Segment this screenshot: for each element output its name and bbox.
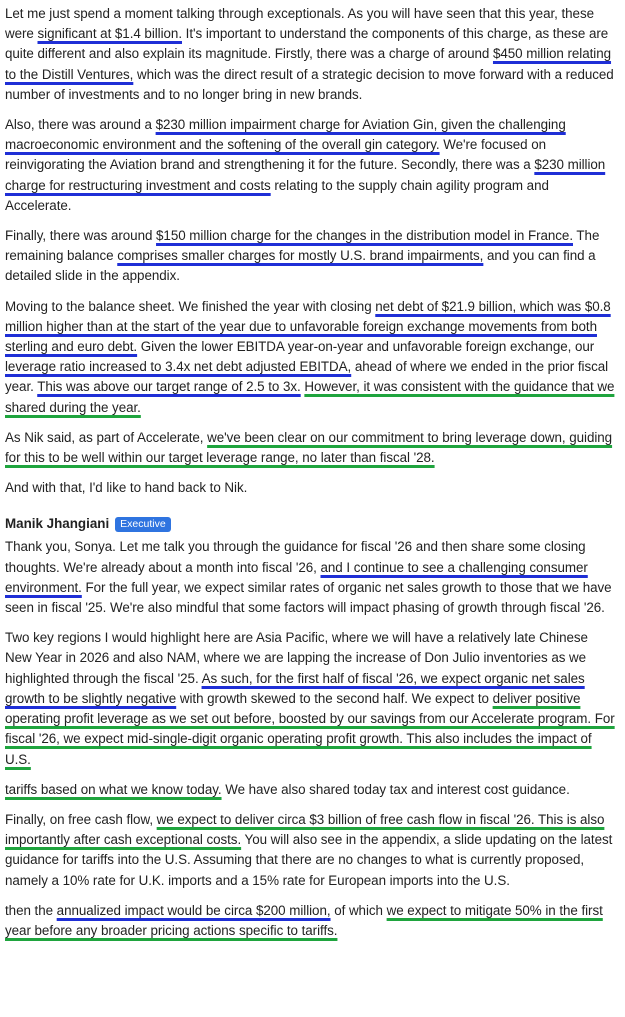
text-run: For the full year, we expect similar rates of organic net sales growth to those that we have seen in fiscal '25. We're also mindful that some factors will impact phasing of growth through fiscal '26.	[5, 579, 612, 616]
green-underline-highlight: we expect to mitigate 50% in the first year before any broader pricing actions specific to tariffs.	[5, 902, 603, 938]
green-underline-highlight: tariffs based on what we know today.	[5, 781, 222, 797]
text-run: relating to the supply chain agility program and Accelerate.	[5, 177, 549, 213]
blue-underline-highlight: $230 million charge for restructuring investment and costs	[5, 157, 606, 193]
text-run: And with that, I'd like to hand back to Nik.	[5, 480, 248, 496]
text-run: It's important to understand the components of this charge, as these are quite different and also explain its magnitude. Firstly, there was a charge of around	[5, 26, 609, 62]
text-run: Given the lower EBITDA year-on-year and unfavorable foreign exchange, our	[137, 339, 595, 355]
paragraph	[5, 780, 617, 800]
blue-underline-highlight: comprises smaller charges for mostly U.S. brand impairments,	[117, 248, 484, 264]
blue-underline-highlight: $230 million impairment charge for Aviation Gin, given the challenging macroeconomic environment and the softening of the overall gin category.	[5, 117, 566, 153]
text-run: ahead of where we ended in the prior fiscal year.	[5, 359, 609, 395]
speaker-name: Manik Jhangiani	[5, 516, 110, 532]
transcript-block-ceo	[5, 537, 617, 941]
speaker-header	[5, 514, 617, 534]
blue-underline-highlight: leverage ratio increased to 3.4x net debt adjusted EBITDA,	[5, 359, 352, 375]
text-run: which was the direct result of a strategic decision to move forward with a reduced number of investments and to no longer bring in new brands.	[5, 66, 614, 102]
text-run: Let me just spend a moment talking through exceptionals. As you will have seen that this year, these were	[5, 6, 594, 42]
green-underline-highlight: However, it was consistent with the guidance that we shared during the year.	[5, 379, 615, 415]
text-run: Thank you, Sonya. Let me talk you through the guidance for fiscal '26 and then share some closing thoughts. We're already about a month into fiscal '26,	[5, 539, 586, 575]
text-run: and you can find a detailed slide in the appendix.	[5, 248, 596, 284]
text-run: Finally, there was around	[5, 228, 157, 244]
green-underline-highlight: we expect to deliver circa $3 billion of free cash flow in fiscal '26. This is also importantly after cash exceptional costs.	[5, 811, 605, 848]
text-run: We have also shared today tax and interest cost guidance.	[221, 781, 570, 797]
paragraph	[5, 810, 617, 891]
text-run: with growth skewed to the second half. We expect to	[176, 690, 493, 706]
paragraph	[5, 901, 617, 941]
transcript	[5, 4, 617, 951]
paragraph	[5, 628, 617, 769]
green-underline-highlight: we've been clear on our commitment to bring leverage down, guiding for this to be well within our target leverage range, no later than fiscal '28.	[5, 429, 613, 466]
text-run: The remaining balance	[5, 228, 600, 264]
paragraph	[5, 478, 617, 498]
blue-underline-highlight: $150 million charge for the changes in the distribution model in France.	[156, 228, 573, 244]
blue-underline-highlight: and I continue to see a challenging consumer environment.	[5, 559, 588, 595]
text-run: As Nik said, as part of Accelerate,	[5, 429, 208, 445]
text-run: Also, there was around a	[5, 117, 156, 133]
text-run: of which	[330, 902, 387, 918]
text-run: Finally, on free cash flow,	[5, 811, 157, 827]
transcript-block-cfo	[5, 4, 617, 498]
text-run: You will also see in the appendix, a slide updating on the latest guidance for tariffs into the U.S. Assuming that there are no changes to what is currently proposed, namely a 10% rate for U.K. imports and a 15% rate for European imports into the U.S.	[5, 832, 613, 888]
blue-underline-highlight: net debt of $21.9 billion, which was $0.8 million higher than at the start of the year due to unfavorable foreign exchange movements from both sterling and euro debt.	[5, 298, 611, 355]
blue-underline-highlight: significant at $1.4 billion.	[37, 26, 182, 42]
blue-underline-highlight: annualized impact would be circa $200 million,	[56, 902, 331, 918]
text-run: We're focused on reinvigorating the Aviation brand and strengthening it for the future. Secondly, there was a	[5, 137, 546, 173]
paragraph	[5, 297, 617, 418]
text-run: then the	[5, 902, 57, 918]
text-run: Moving to the balance sheet. We finished the year with closing	[5, 298, 376, 314]
paragraph	[5, 226, 617, 287]
paragraph	[5, 428, 617, 468]
paragraph	[5, 4, 617, 105]
blue-underline-highlight: This was above our target range of 2.5 to 3x.	[37, 379, 301, 395]
green-underline-highlight: deliver positive operating profit leverage as we set out before, boosted by our savings from our Accelerate program. For fiscal '26, we expect mid-single-digit organic operating profit growth. This also includes the impact of U.S.	[5, 690, 615, 767]
paragraph	[5, 115, 617, 216]
text-run: Two key regions I would highlight here are Asia Pacific, where we will have a relatively late Chinese New Year in 2026 and also NAM, where we are lapping the increase of Don Julio inventories as we highlighted through the fiscal '25.	[5, 630, 588, 686]
blue-underline-highlight: As such, for the first half of fiscal '26, we expect organic net sales growth to be slightly negative	[5, 670, 585, 706]
blue-underline-highlight: $450 million relating to the Distill Ventures,	[5, 46, 612, 82]
paragraph	[5, 537, 617, 618]
speaker-role-badge: Executive	[115, 517, 171, 532]
